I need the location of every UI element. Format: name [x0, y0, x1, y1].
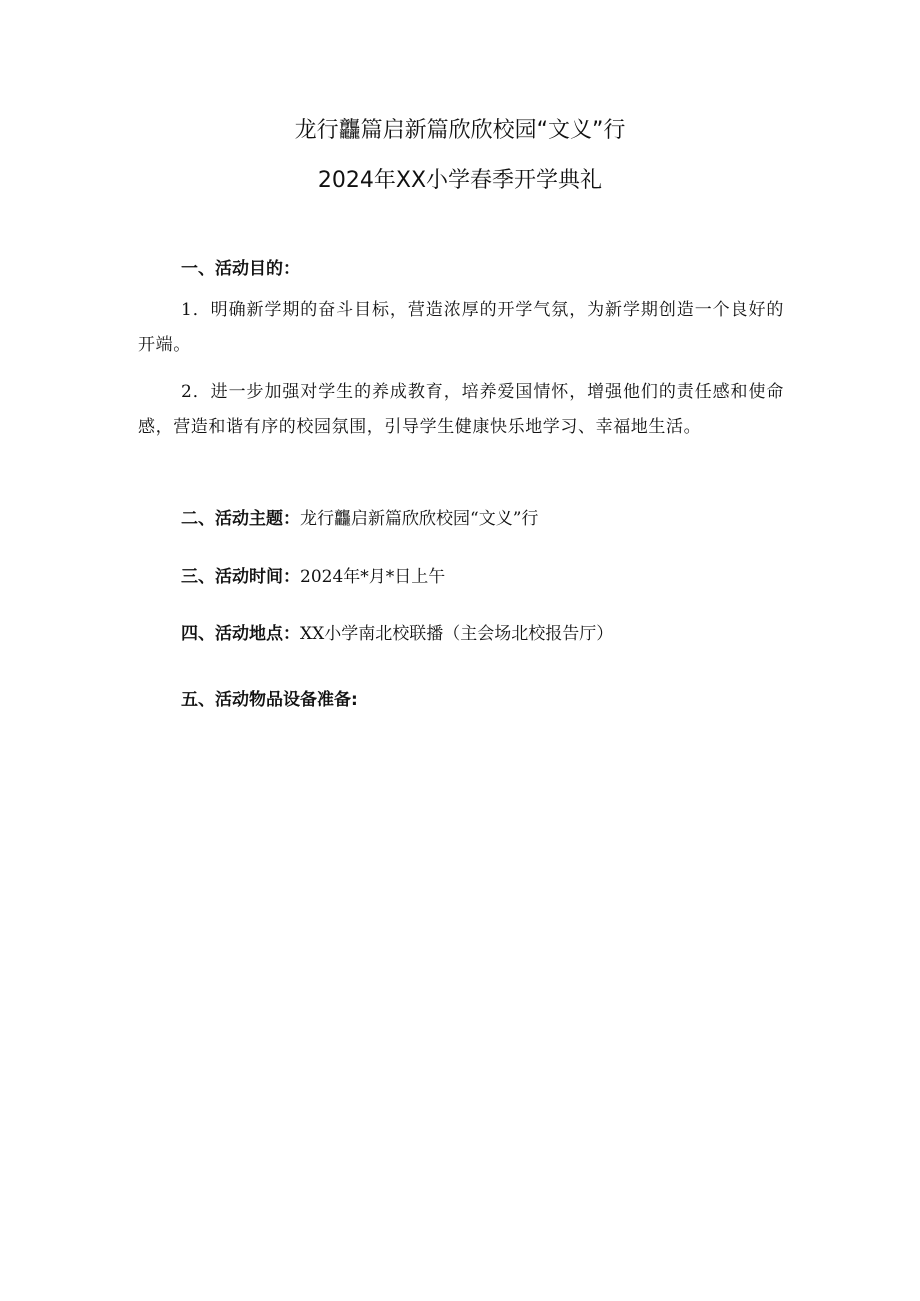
section-1-item-2: 2．进一步加强对学生的养成教育，培养爱国情怀，增强他们的责任感和使命感，营造和谐有序的校园氛围，引导学生健康快乐地学习、幸福地生活。	[138, 382, 784, 437]
section-2-content: 龙行龘启新篇欣欣校园“文义”行	[300, 509, 539, 529]
section-4-heading: 四、活动地点：	[181, 624, 300, 644]
document-title-line-2: 2024年XX小学春季开学典礼	[317, 168, 603, 193]
section-3-heading: 三、活动时间：	[181, 567, 300, 587]
section-4-content: XX小学南北校联播（主会场北校报告厅）	[300, 624, 614, 644]
document-title-line-1: 龙行龘篇启新篇欣欣校园“文义”行	[294, 118, 626, 143]
section-1-item-1: 1．明确新学期的奋斗目标，营造浓厚的开学气氛，为新学期创造一个良好的开端。	[138, 300, 784, 355]
section-5-heading: 五、活动物品设备准备:	[181, 690, 358, 710]
section-4-row	[181, 622, 613, 646]
section-2-heading: 二、活动主题：	[181, 509, 300, 529]
section-3-content: 2024年*月*日上午	[300, 567, 446, 587]
section-2-row	[181, 507, 538, 531]
section-3-row	[181, 565, 445, 589]
section-1-heading: 一、活动目的：	[181, 259, 300, 279]
